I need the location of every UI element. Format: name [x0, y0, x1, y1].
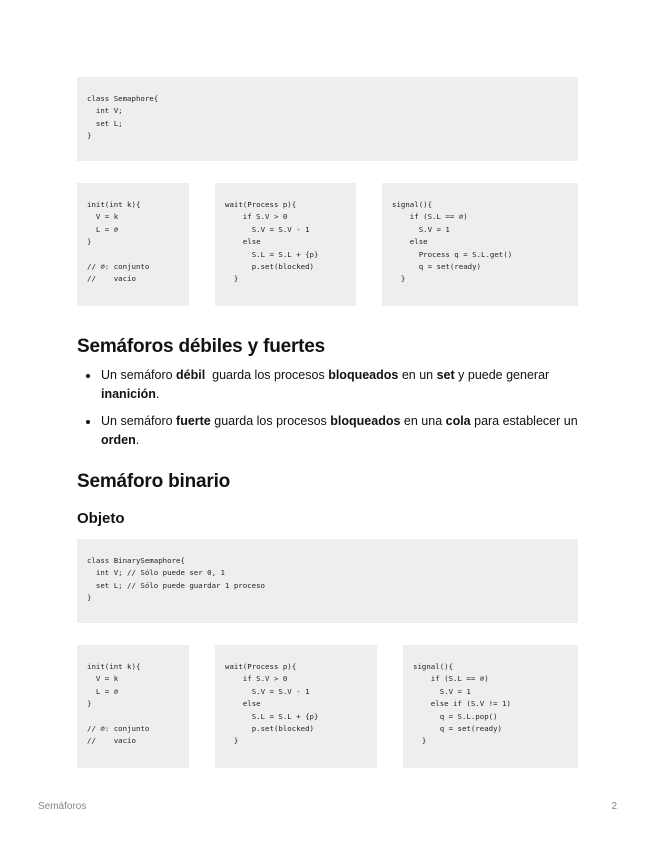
- code-block-signal-binary: signal(){ if (S.L == ∅) S.V = 1 else if (S.V != 1) q = S.L.pop() q = set(ready) }: [403, 645, 578, 768]
- code-block-wait-binary: wait(Process p){ if S.V > 0 S.V = S.V - 1 else S.L = S.L + {p} p.set(blocked) }: [215, 645, 377, 768]
- code-block-class-semaphore: class Semaphore{ int V; set L; }: [77, 77, 578, 161]
- code-block-wait: wait(Process p){ if S.V > 0 S.V = S.V - 1 else S.L = S.L + {p} p.set(blocked) }: [215, 183, 356, 306]
- code-block-init: init(int k){ V = k L = ∅ } // ∅: conjunto // vacío: [77, 183, 189, 306]
- footer-page-number: 2: [611, 801, 617, 812]
- code-block-init-binary: init(int k){ V = k L = ∅ } // ∅: conjunto // vacío: [77, 645, 189, 768]
- bullet-list: [77, 366, 582, 458]
- footer-section-name: Semáforos: [38, 801, 87, 812]
- section-title-binary: Semáforo binario: [77, 471, 231, 492]
- list-item: Un semáforo fuerte guarda los procesos bloqueados en una cola para establecer un orden.: [77, 412, 582, 450]
- subsection-title-object: Objeto: [77, 510, 125, 527]
- list-item: Un semáforo débil guarda los procesos bloqueados en un set y puede generar inanición.: [77, 366, 582, 404]
- section-title-weak-strong: Semáforos débiles y fuertes: [77, 336, 326, 357]
- code-block-class-binary-semaphore: class BinarySemaphore{ int V; // Sólo puede ser 0, 1 set L; // Sólo puede guardar 1 proceso }: [77, 539, 578, 623]
- code-block-signal: signal(){ if (S.L == ∅) S.V = 1 else Process q = S.L.get() q = set(ready) }: [382, 183, 578, 306]
